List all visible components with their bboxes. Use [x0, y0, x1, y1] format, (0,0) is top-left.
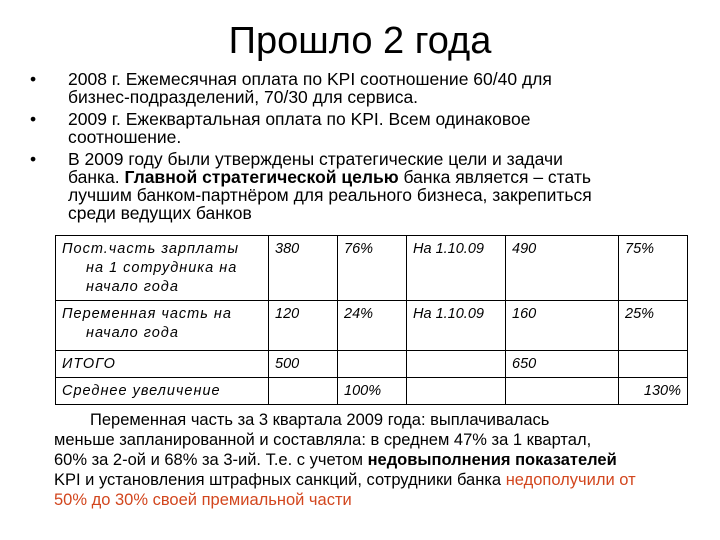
table-cell: 490 [506, 236, 619, 301]
table-cell [407, 378, 506, 405]
summary-paragraph [54, 410, 694, 510]
paragraph-line: меньше запланированной и составляла: в среднем 47% за 1 квартал, [54, 431, 592, 449]
paragraph-text: KPI и установления штрафных санкций, сотрудники банка [54, 471, 506, 489]
row-label [56, 236, 269, 301]
row-label-line: начало года [86, 325, 179, 341]
table-cell: 76% [338, 236, 407, 301]
paragraph-line [54, 470, 694, 490]
paragraph-bold-text: недовыполнения показателей [367, 451, 617, 469]
table-cell: 160 [506, 301, 619, 351]
bullet-list [30, 70, 690, 226]
table-cell: 120 [269, 301, 338, 351]
table-cell: 130% [619, 378, 688, 405]
bullet-item [30, 110, 690, 146]
bullet-line: 2008 г. Ежемесячная оплата по KPI соотношение 60/40 для [68, 69, 552, 89]
table-cell: На 1.10.09 [407, 236, 506, 301]
row-label-line: начало года [86, 279, 179, 295]
table-cell [269, 378, 338, 405]
bullet-line [68, 168, 690, 186]
bullet-marker: • [30, 109, 37, 129]
table-cell: 100% [338, 378, 407, 405]
table-cell [407, 351, 506, 378]
paragraph-line [54, 450, 694, 470]
bullet-text: банка является – стать [398, 167, 591, 187]
bullet-marker: • [30, 69, 37, 89]
table-cell: 650 [506, 351, 619, 378]
bullet-line: лучшим банком-партнёром для реального бизнеса, закрепиться [68, 185, 592, 205]
table-cell: 24% [338, 301, 407, 351]
row-label [56, 301, 269, 351]
table-cell [338, 351, 407, 378]
bullet-line: среди ведущих банков [68, 203, 252, 223]
table-row [56, 301, 688, 351]
bullet-marker: • [30, 149, 37, 169]
row-label-line: на 1 сотрудника на [86, 260, 238, 276]
table-row [56, 351, 688, 378]
paragraph-red-line: 50% до 30% своей премиальной части [54, 491, 352, 509]
paragraph-line: Переменная часть за 3 квартала 2009 года: выплачивалась [90, 411, 550, 429]
table-cell: 500 [269, 351, 338, 378]
table-cell [619, 351, 688, 378]
table-cell: 380 [269, 236, 338, 301]
bullet-line: 2009 г. Ежеквартальная оплата по KPI. Всем одинаковое [68, 109, 531, 129]
row-label: ИТОГО [56, 351, 269, 378]
bullet-line: В 2009 году были утверждены стратегические цели и задачи [68, 149, 563, 169]
table-cell: 75% [619, 236, 688, 301]
table-row [56, 236, 688, 301]
table-cell [506, 378, 619, 405]
slide-title: Прошло 2 года [228, 20, 492, 62]
paragraph-red-text: недополучили от [505, 471, 636, 489]
bullet-line: соотношение. [68, 127, 182, 147]
bullet-text: банка. [68, 167, 125, 187]
salary-table [55, 235, 688, 405]
table-cell: 25% [619, 301, 688, 351]
paragraph-text: 60% за 2-ой и 68% за 3-ий. Т.е. с учетом [54, 451, 368, 469]
table-cell: На 1.10.09 [407, 301, 506, 351]
row-label-line: Переменная часть на [62, 306, 232, 322]
bullet-bold-text: Главной стратегической целью [124, 167, 399, 187]
row-label: Среднее увеличение [56, 378, 269, 405]
bullet-item [30, 70, 690, 106]
bullet-item [30, 150, 690, 222]
row-label-line: Пост.часть зарплаты [62, 241, 239, 257]
table-row [56, 378, 688, 405]
bullet-line: бизнес-подразделений, 70/30 для сервиса. [68, 87, 419, 107]
